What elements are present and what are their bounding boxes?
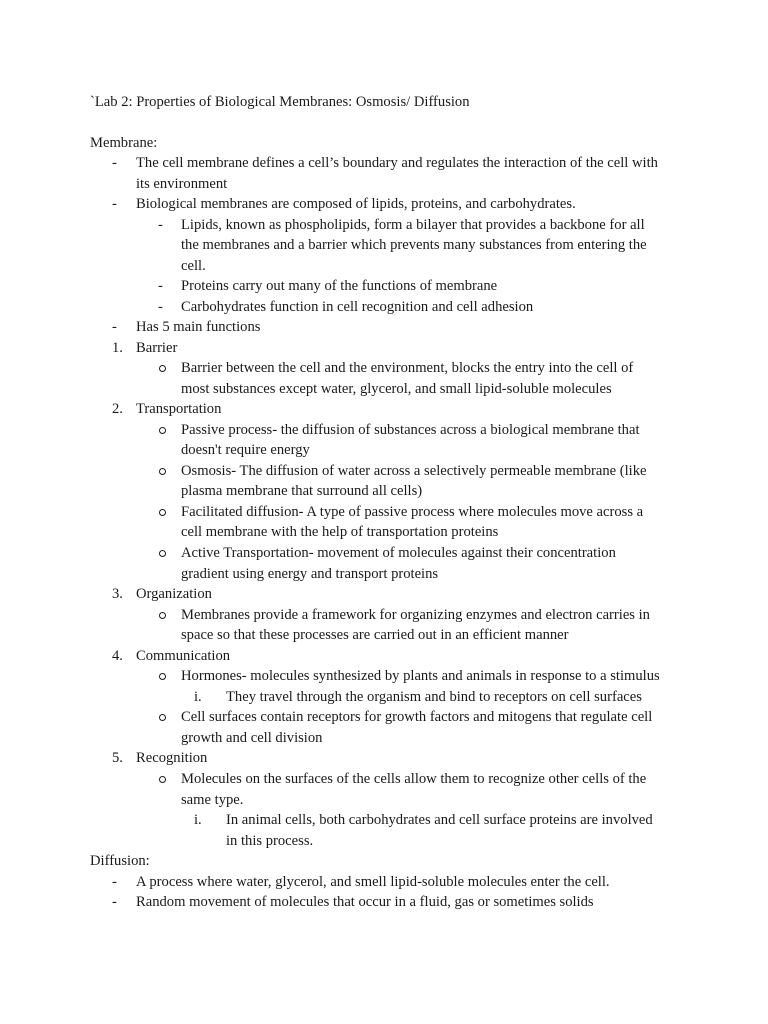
list-number: 4. bbox=[112, 648, 123, 664]
function-communication: Communication bbox=[136, 648, 231, 664]
passive-process-line-2: doesn't require energy bbox=[181, 442, 310, 458]
active-transport-line-2: gradient using energy and transport proteins bbox=[181, 566, 439, 582]
function-transportation: Transportation bbox=[136, 401, 222, 417]
facilitated-diffusion-line-2: cell membrane with the help of transportation proteins bbox=[181, 524, 499, 540]
membrane-sub-bullet-lipids-line-2: the membranes and a barrier which prevents many substances from entering the bbox=[181, 237, 647, 253]
membrane-bullet-1-line-1: The cell membrane defines a cell’s boundary and regulates the interaction of the cell with bbox=[136, 155, 658, 171]
function-barrier: Barrier bbox=[136, 340, 178, 356]
circle-bullet-icon bbox=[159, 550, 166, 557]
active-transport-line-1: Active Transportation- movement of molecules against their concentration bbox=[181, 545, 616, 561]
membrane-sub-bullet-lipids-line-3: cell. bbox=[181, 258, 206, 274]
membrane-bullet-3: Has 5 main functions bbox=[136, 319, 261, 335]
circle-bullet-icon bbox=[159, 468, 166, 475]
dash-bullet: - bbox=[158, 217, 163, 233]
membrane-sub-bullet-carbohydrates: Carbohydrates function in cell recognition and cell adhesion bbox=[181, 299, 534, 315]
dash-bullet: - bbox=[158, 278, 163, 294]
membrane-bullet-2: Biological membranes are composed of lipids, proteins, and carbohydrates. bbox=[136, 196, 576, 212]
circle-bullet-icon bbox=[159, 714, 166, 721]
dash-bullet: - bbox=[112, 319, 117, 335]
circle-bullet-icon bbox=[159, 427, 166, 434]
circle-bullet-icon bbox=[159, 776, 166, 783]
circle-bullet-icon bbox=[159, 612, 166, 619]
recognition-detail-line-1: Molecules on the surfaces of the cells allow them to recognize other cells of the bbox=[181, 771, 647, 787]
list-number: 2. bbox=[112, 401, 123, 417]
organization-detail-line-2: space so that these processes are carried out in an efficient manner bbox=[181, 627, 569, 643]
hormones-sub-detail: They travel through the organism and bind to receptors on cell surfaces bbox=[226, 689, 642, 705]
document-title: `Lab 2: Properties of Biological Membranes: Osmosis/ Diffusion bbox=[90, 94, 470, 110]
receptors-detail-line-1: Cell surfaces contain receptors for growth factors and mitogens that regulate cell bbox=[181, 709, 653, 725]
recognition-detail-line-2: same type. bbox=[181, 792, 244, 808]
dash-bullet: - bbox=[112, 196, 117, 212]
list-number: 5. bbox=[112, 750, 123, 766]
membrane-bullet-1-line-2: its environment bbox=[136, 176, 228, 192]
dash-bullet: - bbox=[112, 874, 117, 890]
recognition-sub-detail-line-2: in this process. bbox=[226, 833, 314, 849]
facilitated-diffusion-line-1: Facilitated diffusion- A type of passive process where molecules move across a bbox=[181, 504, 644, 520]
roman-numeral: i. bbox=[194, 689, 202, 705]
dash-bullet: - bbox=[112, 894, 117, 910]
membrane-sub-bullet-proteins: Proteins carry out many of the functions of membrane bbox=[181, 278, 498, 294]
osmosis-line-1: Osmosis- The diffusion of water across a selectively permeable membrane (like bbox=[181, 463, 647, 479]
osmosis-line-2: plasma membrane that surround all cells) bbox=[181, 483, 423, 499]
section-heading-diffusion: Diffusion: bbox=[90, 853, 150, 869]
dash-bullet: - bbox=[158, 299, 163, 315]
receptors-detail-line-2: growth and cell division bbox=[181, 730, 323, 746]
circle-bullet-icon bbox=[159, 509, 166, 516]
diffusion-bullet-2: Random movement of molecules that occur in a fluid, gas or sometimes solids bbox=[136, 894, 594, 910]
organization-detail-line-1: Membranes provide a framework for organizing enzymes and electron carries in bbox=[181, 607, 650, 623]
circle-bullet-icon bbox=[159, 365, 166, 372]
passive-process-line-1: Passive process- the diffusion of substances across a biological membrane that bbox=[181, 422, 640, 438]
hormones-detail: Hormones- molecules synthesized by plants and animals in response to a stimulus bbox=[181, 668, 660, 684]
diffusion-bullet-1: A process where water, glycerol, and smell lipid-soluble molecules enter the cell. bbox=[136, 874, 610, 890]
dash-bullet: - bbox=[112, 155, 117, 171]
section-heading-membrane: Membrane: bbox=[90, 135, 158, 151]
list-number: 1. bbox=[112, 340, 123, 356]
circle-bullet-icon bbox=[159, 673, 166, 680]
roman-numeral: i. bbox=[194, 812, 202, 828]
function-recognition: Recognition bbox=[136, 750, 208, 766]
recognition-sub-detail-line-1: In animal cells, both carbohydrates and cell surface proteins are involved bbox=[226, 812, 653, 828]
function-organization: Organization bbox=[136, 586, 212, 602]
barrier-detail-line-1: Barrier between the cell and the environment, blocks the entry into the cell of bbox=[181, 360, 634, 376]
list-number: 3. bbox=[112, 586, 123, 602]
barrier-detail-line-2: most substances except water, glycerol, and small lipid-soluble molecules bbox=[181, 381, 612, 397]
membrane-sub-bullet-lipids-line-1: Lipids, known as phospholipids, form a bilayer that provides a backbone for all bbox=[181, 217, 645, 233]
